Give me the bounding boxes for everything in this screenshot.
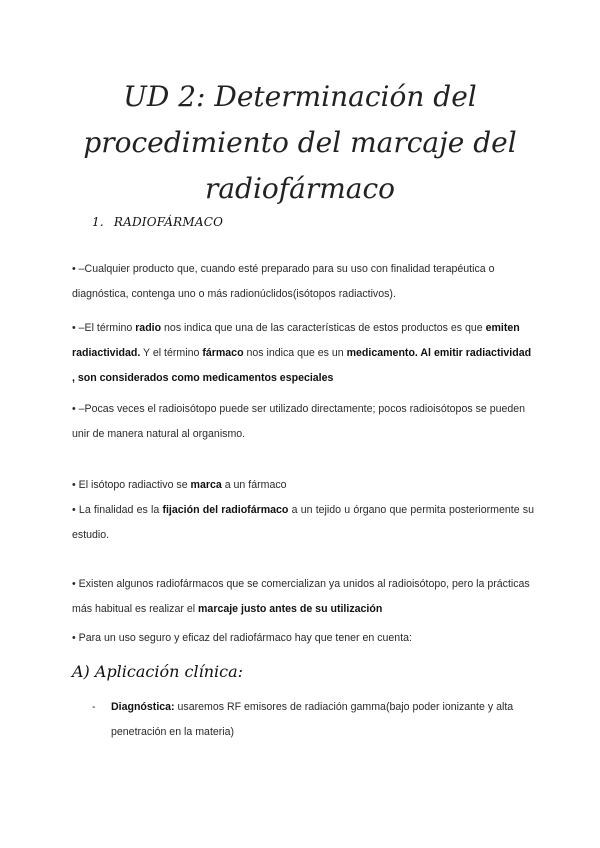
bold-emiten: emiten radiactividad. xyxy=(72,322,520,359)
bullet: • xyxy=(72,322,76,334)
title-line-2: procedimiento del marcaje del xyxy=(83,126,517,159)
bold-radio: radio xyxy=(135,322,162,334)
text-run: a un tejido u órgano que permita posteriormente su estudio. xyxy=(72,504,534,541)
text-run: nos indica que es un xyxy=(243,347,347,359)
text-run: nos indica que una de las características de estos productos es que xyxy=(161,322,486,334)
bold-fijacion: fijación del radiofármaco xyxy=(162,504,289,516)
bold-medicamento: medicamento. Al emitir radiactividad , son considerados como medicamentos especiales xyxy=(72,347,532,384)
paragraph-fijacion xyxy=(72,498,534,548)
paragraph-term-radio xyxy=(72,316,534,391)
list-dash: - xyxy=(92,701,96,713)
text-run: a un fármaco xyxy=(221,479,287,491)
text-run: Existen algunos radiofármacos que se comercializan ya unidos al radioisótopo, pero la prácticas más habitual es realizar el xyxy=(72,578,530,615)
paragraph-text: –Pocas veces el radioisótopo puede ser utilizado directamente; pocos radioisótopos se pueden unir de manera natural al organismo. xyxy=(72,403,526,440)
bullet: • xyxy=(72,504,76,516)
bullet: • xyxy=(72,578,76,590)
paragraph-text: –Cualquier producto que, cuando esté preparado para su uso con finalidad terapéutica o diagnóstica, contenga uno o más radionúclidos(isótopos radiactivos). xyxy=(72,263,495,300)
bold-marca: marca xyxy=(190,479,222,491)
text-run: usaremos RF emisores de radiación gamma(bajo poder ionizante y alta penetración en la materia) xyxy=(111,701,514,738)
paragraph-text: Para un uso seguro y eficaz del radiofármaco hay que tener en cuenta: xyxy=(75,632,412,644)
paragraph-definition xyxy=(72,257,534,307)
paragraph-uso-seguro xyxy=(72,626,534,651)
paragraph-marca xyxy=(72,473,534,498)
title-line-3: radiofármaco xyxy=(204,172,396,205)
section-title: RADIOFÁRMACO xyxy=(113,215,224,229)
bullet: • xyxy=(72,403,76,415)
paragraph-radioisotope xyxy=(72,397,534,447)
text-run: –El término xyxy=(75,322,136,334)
paragraph-marcaje xyxy=(72,572,534,622)
text-run: Y el término xyxy=(140,347,203,359)
bold-farmaco: fármaco xyxy=(202,347,244,359)
bold-marcaje: marcaje justo antes de su utilización xyxy=(198,603,383,615)
text-run: La finalidad es la xyxy=(75,504,163,516)
section-number: 1. xyxy=(92,215,104,229)
subsection-heading: A) Aplicación clínica: xyxy=(72,662,244,681)
bullet: • xyxy=(72,632,76,644)
title-line-1: UD 2: Determinación del xyxy=(123,80,477,113)
text-run: El isótopo radiactivo se xyxy=(75,479,191,491)
section-heading xyxy=(92,215,223,229)
bold-diagnostica: Diagnóstica: xyxy=(111,701,175,713)
bullet: • xyxy=(72,479,76,491)
bullet: • xyxy=(72,263,76,275)
list-item-body xyxy=(111,695,522,745)
list-item xyxy=(92,695,522,745)
document-title xyxy=(60,74,540,212)
